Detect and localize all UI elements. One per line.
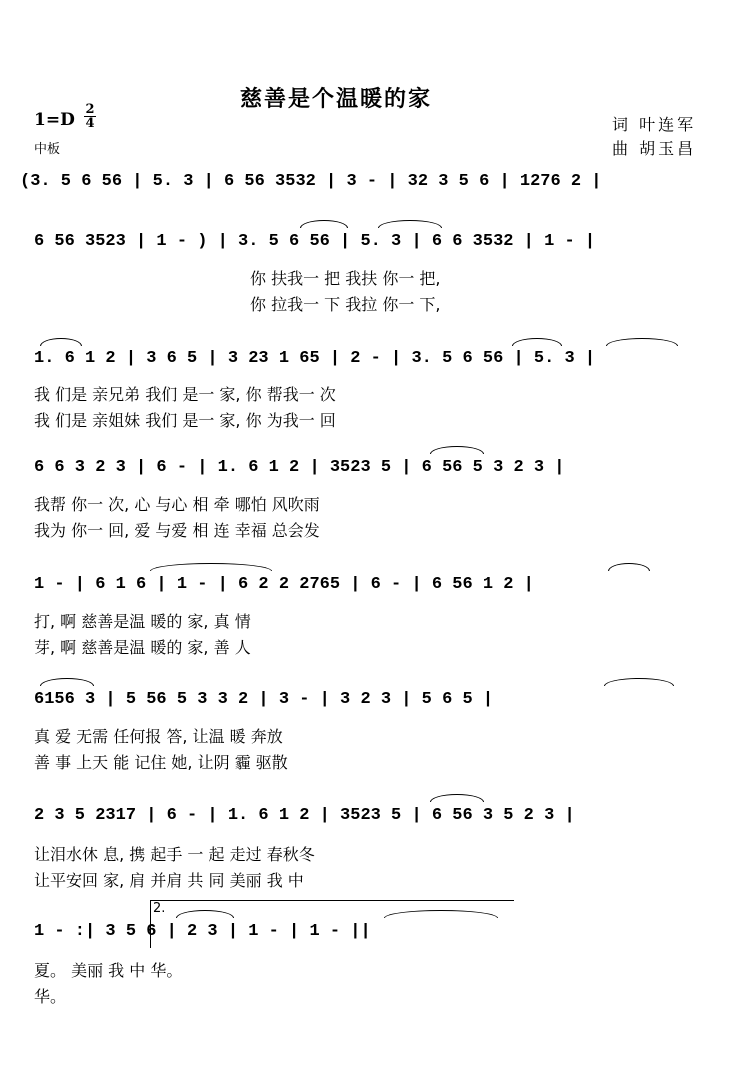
key-signature: 1=D [34, 110, 75, 130]
lyric-row-3-verse-1: 我 们是 亲兄弟 我们 是一 家, 你 帮我一 次 [34, 385, 336, 404]
music-row-7: 2 3 5 2317 | 6 - | 1. 6 1 2 | 3523 5 | 6 56 3 5 2 3 | [34, 806, 575, 825]
song-title: 慈善是个温暖的家 [240, 86, 433, 112]
music-row-6: 6156 3 | 5 56 5 3 3 2 | 3 - | 3 2 3 | 5 6 5 | [34, 690, 494, 709]
lyric-row-7-verse-2: 让平安回 家, 肩 并肩 共 同 美丽 我 中 [34, 871, 304, 890]
lyric-row-6-verse-1: 真 爱 无需 任何报 答, 让温 暖 奔放 [34, 727, 283, 746]
lyric-row-8-verse-1: 夏。 美丽 我 中 华。 [34, 961, 183, 980]
music-row-4: 6 6 3 2 3 | 6 - | 1. 6 1 2 | 3523 5 | 6 56 5 3 2 3 | [34, 458, 565, 477]
slur-mark [606, 338, 678, 346]
volta-bracket-top [150, 900, 514, 901]
lyric-row-7-verse-1: 让泪水休 息, 携 起手 一 起 走过 春秋冬 [34, 845, 315, 864]
time-signature-top: 2 [85, 102, 95, 117]
lyric-row-3-verse-2: 我 们是 亲姐妹 我们 是一 家, 你 为我一 回 [34, 411, 336, 430]
slur-mark [300, 220, 348, 228]
slur-mark [608, 563, 650, 571]
lyric-row-4-verse-1: 我帮 你一 次, 心 与心 相 牵 哪怕 风吹雨 [34, 495, 320, 514]
lyric-row-5-verse-2: 芽, 啊 慈善是温 暖的 家, 善 人 [34, 638, 251, 657]
slur-mark [176, 910, 234, 918]
music-row-5: 1 - | 6 1 6 | 1 - | 6 2 2 2765 | 6 - | 6 56 1 2 | [34, 575, 534, 594]
lyricist-credit: 词 叶连军 [612, 115, 697, 134]
slur-mark [430, 446, 484, 454]
lyric-row-2-verse-2: 你 拉我一 下 我拉 你一 下, [250, 295, 441, 314]
lyric-row-8-verse-2: 华。 [34, 987, 67, 1006]
slur-mark [512, 338, 562, 346]
time-signature [84, 103, 96, 130]
lyric-row-2-verse-1: 你 扶我一 把 我扶 你一 把, [250, 269, 441, 288]
music-row-8: 1 - :| 3 5 6 | 2 3 | 1 - | 1 - || [34, 922, 371, 941]
lyric-row-4-verse-2: 我为 你一 回, 爱 与爱 相 连 幸福 总会发 [34, 521, 320, 540]
lyric-row-5-verse-1: 打, 啊 慈善是温 暖的 家, 真 情 [34, 612, 251, 631]
music-row-1: (3. 5 6 56 | 5. 3 | 6 56 3532 | 3 - | 32 3 5 6 | 1276 2 | [20, 172, 602, 191]
slur-mark [150, 563, 272, 571]
music-row-3: 1. 6 1 2 | 3 6 5 | 3 23 1 65 | 2 - | 3. 5 6 56 | 5. 3 | [34, 349, 596, 368]
time-signature-bottom: 4 [85, 116, 95, 131]
volta-mark: 2. [153, 901, 166, 916]
music-row-2: 6 56 3523 | 1 - ) | 3. 5 6 56 | 5. 3 | 6 6 3532 | 1 - | [34, 232, 596, 251]
lyric-row-6-verse-2: 善 事 上天 能 记住 她, 让阴 霾 驱散 [34, 753, 288, 772]
slur-mark [604, 678, 674, 686]
tempo-marking: 中板 [34, 142, 61, 157]
composer-credit: 曲 胡玉昌 [612, 139, 697, 158]
slur-mark [430, 794, 484, 802]
slur-mark [40, 678, 94, 686]
slur-mark [384, 910, 498, 918]
slur-mark [40, 338, 82, 346]
slur-mark [378, 220, 442, 228]
